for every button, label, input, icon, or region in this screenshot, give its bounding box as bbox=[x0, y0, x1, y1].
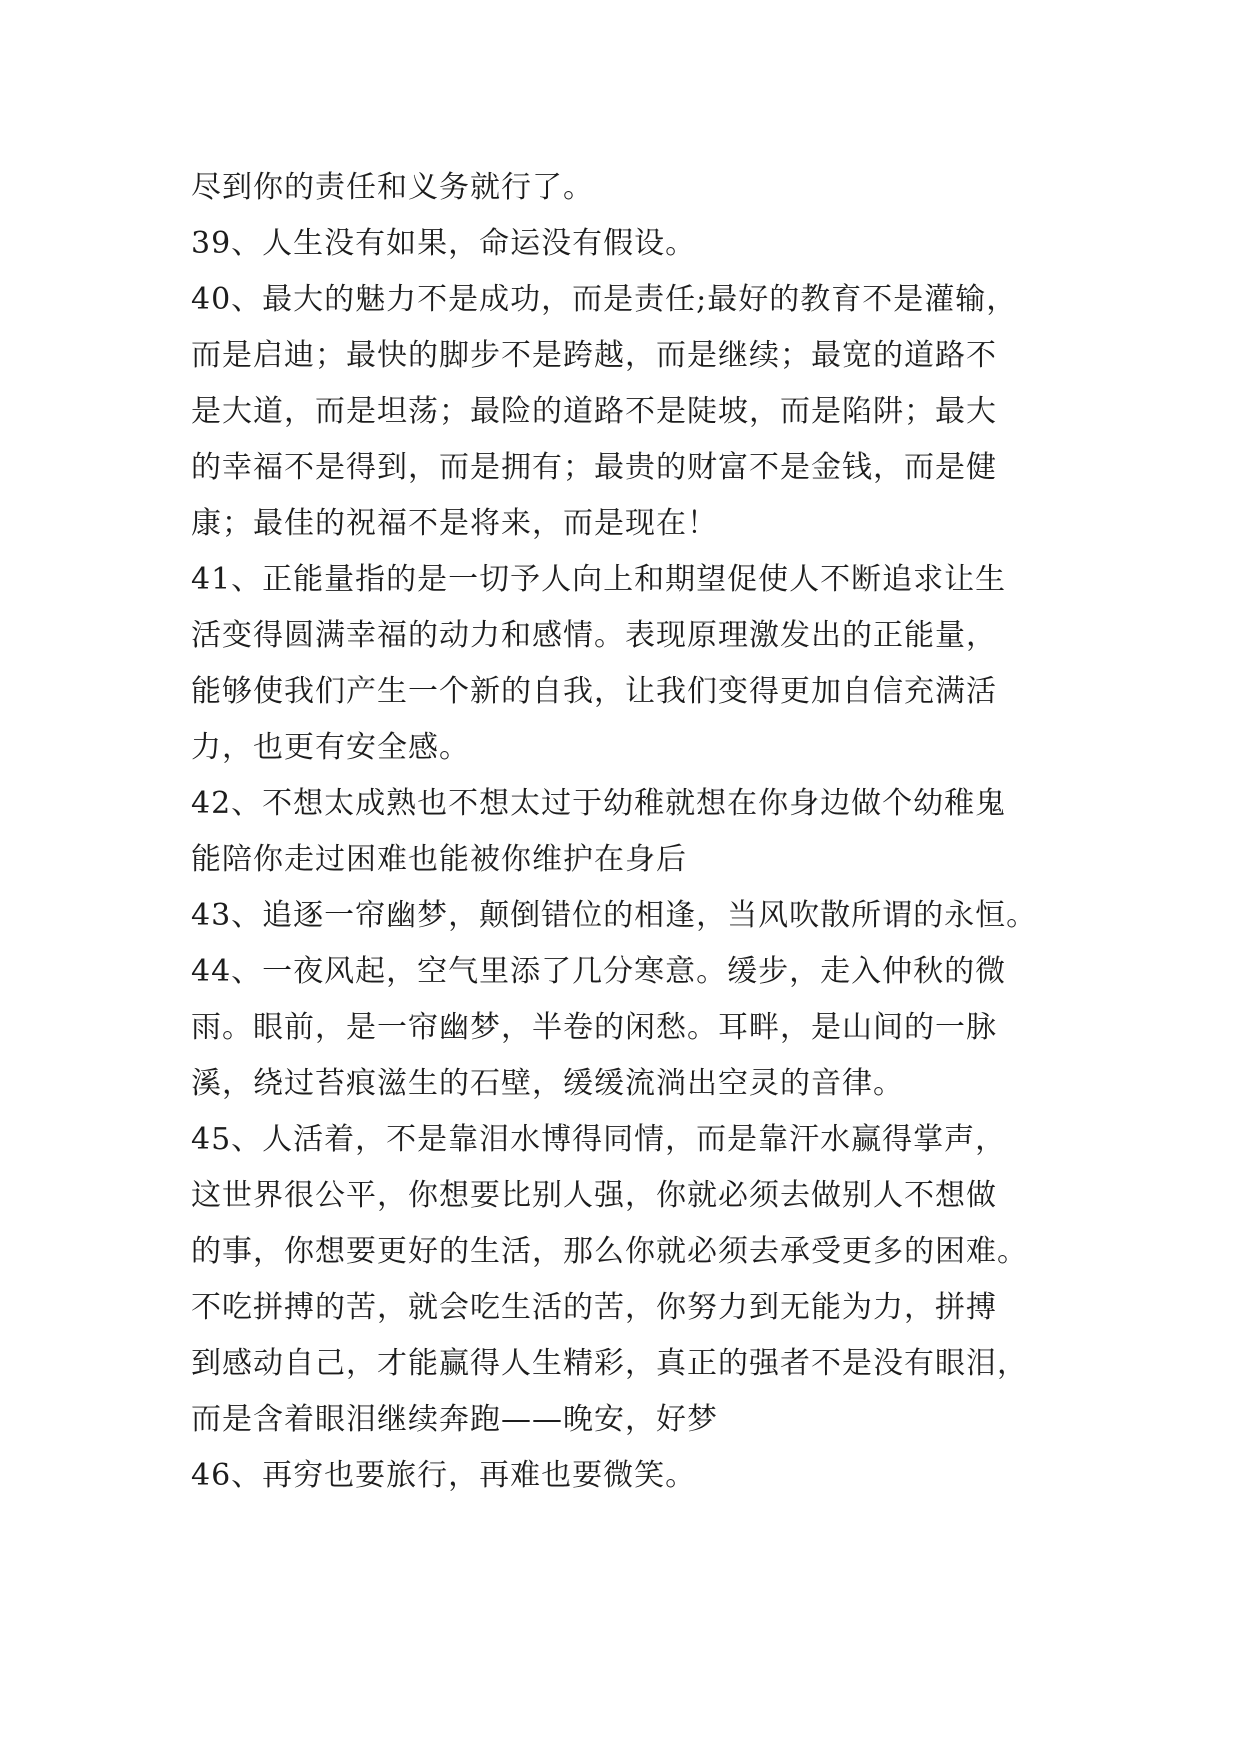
text-line: 41、正能量指的是一切予人向上和期望促使人不断追求让生 bbox=[191, 562, 1007, 597]
text-line: 而是启迪；最快的脚步不是跨越，而是继续；最宽的道路不 bbox=[191, 338, 997, 373]
text-line: 45、人活着，不是靠泪水博得同情，而是靠汗水赢得掌声， bbox=[191, 1122, 1007, 1157]
text-line: 活变得圆满幸福的动力和感情。表现原理激发出的正能量， bbox=[191, 618, 997, 653]
text-line: 是大道，而是坦荡；最险的道路不是陡坡，而是陷阱；最大 bbox=[191, 394, 997, 429]
text-line: 而是含着眼泪继续奔跑——晚安，好梦 bbox=[191, 1402, 718, 1437]
text-line: 的幸福不是得到，而是拥有；最贵的财富不是金钱，而是健 bbox=[191, 450, 997, 485]
text-line: 尽到你的责任和义务就行了。 bbox=[191, 170, 594, 205]
text-line: 雨。眼前，是一帘幽梦，半卷的闲愁。耳畔，是山间的一脉 bbox=[191, 1010, 997, 1045]
text-line: 能陪你走过困难也能被你维护在身后 bbox=[191, 842, 687, 877]
text-line: 到感动自己，才能赢得人生精彩，真正的强者不是没有眼泪， bbox=[191, 1346, 1028, 1381]
text-line: 39、人生没有如果，命运没有假设。 bbox=[191, 226, 697, 261]
text-line: 44、一夜风起，空气里添了几分寒意。缓步，走入仲秋的微 bbox=[191, 954, 1007, 989]
text-line: 的事，你想要更好的生活，那么你就必须去承受更多的困难。 bbox=[191, 1234, 1028, 1269]
text-line: 能够使我们产生一个新的自我，让我们变得更加自信充满活 bbox=[191, 674, 997, 709]
text-line: 不吃拼搏的苦，就会吃生活的苦，你努力到无能为力，拼搏 bbox=[191, 1290, 997, 1325]
text-line: 43、追逐一帘幽梦，颠倒错位的相逢，当风吹散所谓的永恒。 bbox=[191, 898, 1038, 933]
text-line: 力，也更有安全感。 bbox=[191, 730, 470, 765]
document-body bbox=[191, 160, 1081, 1504]
text-line: 42、不想太成熟也不想太过于幼稚就想在你身边做个幼稚鬼 bbox=[191, 786, 1007, 821]
text-line: 46、再穷也要旅行，再难也要微笑。 bbox=[191, 1458, 697, 1493]
text-line: 康；最佳的祝福不是将来，而是现在！ bbox=[191, 506, 718, 541]
text-line: 40、最大的魅力不是成功，而是责任;最好的教育不是灌输， bbox=[191, 282, 1018, 317]
text-line: 溪，绕过苔痕滋生的石壁，缓缓流淌出空灵的音律。 bbox=[191, 1066, 904, 1101]
text-line: 这世界很公平，你想要比别人强，你就必须去做别人不想做 bbox=[191, 1178, 997, 1213]
